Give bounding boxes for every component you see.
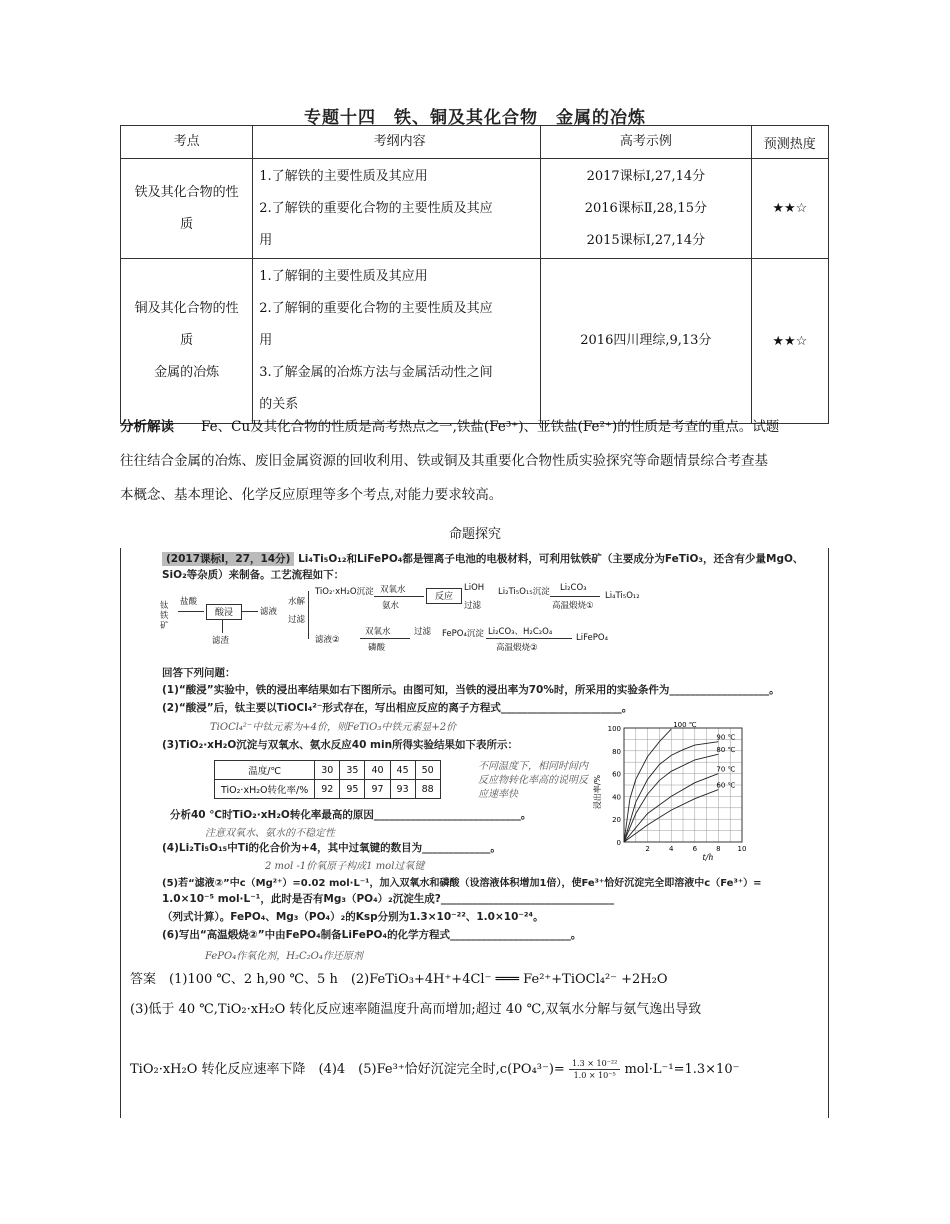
q-text: 1.0×10⁻⁵ mol·L⁻¹，此时是否有Mg₃（PO₄）₂沉淀生成? [162, 893, 441, 905]
example-line: 2016课标Ⅱ,28,15分 [584, 200, 707, 216]
content-cell [253, 159, 541, 259]
y-tick-label: 100 [607, 725, 621, 733]
handwritten-note: 2 mol -1价氧原子构成1 mol过氧键 [265, 861, 425, 872]
analysis-label: 分析解读 [120, 419, 174, 435]
content-line: 1.了解铁的主要性质及其应用 [259, 168, 428, 184]
topic-line: 质 [180, 216, 194, 232]
question-3b: 分析40 ℃时TiO₂·xH₂O转化率最高的原因____________________________。 [170, 809, 532, 821]
temperature-table [214, 760, 441, 799]
topic-cell [121, 159, 253, 259]
example-line: 2016四川理综,9,13分 [580, 333, 712, 348]
topic-line: 金属的冶炼 [154, 365, 220, 380]
flow-arrow [178, 611, 204, 612]
flow-raw: 钛铁矿 [160, 601, 169, 631]
analysis-line: Fe、Cu及其化合物的性质是高考热点之一,铁盐(Fe³⁺)、亚铁盐(Fe²⁺)的性质是考查的重点。试题 [201, 419, 780, 435]
answer-line-3 [130, 1058, 739, 1081]
syllabus-table [120, 125, 829, 424]
flow-h3po4: 磷酸 [368, 643, 386, 653]
series-label: 90 ℃ [716, 733, 736, 742]
series-label: 60 ℃ [716, 781, 736, 790]
y-tick-label: 80 [612, 747, 621, 756]
q-text: (1)“酸浸”实验中，铁的浸出率结果如右下图所示。由图可知，当铁的浸出率为70%时，所采用的实验条件为 [162, 684, 670, 696]
x-tick-label: 6 [692, 845, 698, 853]
topic-cell [121, 259, 253, 424]
handwritten-note: FePO₄作氧化剂，H₂C₂O₄作还原剂 [205, 951, 363, 962]
q-text: (6)写出“高温煅烧②”中由FePO₄制备LiFePO₄的化学方程式 [162, 929, 451, 941]
table-row [121, 259, 829, 424]
question-5c: （列式计算）。FePO₄、Mg₃（PO₄）₂的Ksp分别为1.3×10⁻²²、1.0×10⁻²⁴。 [162, 911, 544, 923]
table-cell: 93 [390, 780, 415, 799]
flow-reagent: Li₂CO₃、H₂C₂O₄ [488, 627, 553, 637]
topic-line: 铜及其化合物的性 [134, 301, 239, 316]
flow-arrow [242, 611, 258, 612]
header-cell: 考点 [121, 126, 253, 159]
table-cell: 35 [340, 761, 365, 780]
source-tag: (2017课标Ⅰ，27，14分) [162, 552, 294, 566]
question-2: (2)“酸浸”后，钛主要以TiOCl₄²⁻形式存在，写出相应反应的离子方程式_______________________。 [162, 702, 633, 714]
analysis-line: 本概念、基本理论、化学反应原理等多个考点,对能力要求较高。 [120, 487, 503, 503]
question-6: (6)写出“高温煅烧②”中由FePO₄制备LiFePO₄的化学方程式_______________________。 [162, 929, 582, 941]
table-label: 温度/℃ [215, 761, 315, 780]
flow-filtrate2: 滤液② [315, 635, 340, 645]
topic-line: 质 [180, 333, 194, 348]
y-tick-label: 40 [612, 793, 621, 802]
flow-arrow [486, 638, 572, 639]
handwritten-note: TiOCl₄²⁻中钛元素为+4价，则FeTiO₃中铁元素显+2价 [210, 722, 457, 733]
fraction-denominator: 1.0 × 10⁻⁵ [573, 1071, 616, 1080]
table-header-row [121, 126, 829, 159]
problem-intro-2: SiO₂等杂质）来制备。工艺流程如下： [162, 569, 345, 581]
series-label: 70 ℃ [716, 765, 736, 774]
flow-arrow [374, 596, 424, 597]
flow-filter: 过滤 [414, 627, 432, 637]
process-flow-diagram [160, 585, 800, 660]
flow-li2ti: Li₂Ti₅O₁₅沉淀 [498, 587, 550, 597]
table-row [121, 159, 829, 259]
x-tick-label: 2 [645, 845, 650, 853]
table-cell: 40 [365, 761, 390, 780]
q-text: (2)“酸浸”后，钛主要以TiOCl₄²⁻形式存在，写出相应反应的离子方程式 [162, 702, 501, 714]
y-tick-label: 20 [612, 816, 621, 825]
series-label: 100 ℃ [673, 722, 697, 730]
handwritten-note: 不同温度下，相同时间内反应物转化率高的说明反应速率快 [478, 761, 588, 800]
y-tick-label: 0 [616, 839, 621, 847]
x-axis-label: t/h [702, 853, 714, 862]
table-cell: 88 [415, 780, 440, 799]
topic-line: 铁及其化合物的性 [134, 184, 239, 200]
flow-filter: 过滤 [464, 601, 482, 611]
header-cell: 考纲内容 [253, 126, 541, 159]
question-5: (5)若“滤液②”中c（Mg²⁺）=0.02 mol·L⁻¹，加入双氧水和磷酸（设溶液体积增加1倍），使Fe³⁺恰好沉淀完全即溶液中c（Fe³⁺）= [162, 878, 762, 889]
flow-calc2: 高温煅烧② [496, 643, 538, 653]
content-line: 用 [259, 333, 273, 348]
table-cell: 50 [415, 761, 440, 780]
x-tick-label: 4 [668, 845, 674, 853]
content-line: 用 [259, 232, 273, 248]
table-label: TiO₂·xH₂O转化率/% [215, 780, 315, 799]
flow-prod2: LiFePO₄ [576, 633, 608, 643]
question-3: (3)TiO₂·xH₂O沉淀与双氧水、氨水反应40 min所得实验结果如下表所示： [162, 739, 519, 751]
flow-leach-box: 酸浸 [206, 604, 242, 620]
content-cell [253, 259, 541, 424]
analysis-paragraph [120, 410, 830, 512]
flow-lioh: LiOH [464, 583, 485, 593]
answer-text: TiO₂·xH₂O 转化反应速率下降 (4)4 (5)Fe³⁺恰好沉淀完全时,c(PO₄³⁻)= [130, 1062, 565, 1077]
ask-line: 回答下列问题： [162, 667, 236, 679]
flow-h2o2: 双氧水 [380, 585, 406, 595]
question-1: (1)“酸浸”实验中，铁的浸出率结果如右下图所示。由图可知，当铁的浸出率为70%时，所采用的实验条件为___________________。 [162, 684, 780, 696]
table-cell: 95 [340, 780, 365, 799]
handwritten-note: 注意双氧水、氨水的不稳定性 [205, 828, 335, 839]
y-axis-label: 浸出率/% [593, 774, 602, 810]
flow-acid: 盐酸 [180, 597, 198, 607]
flow-arrow [222, 619, 223, 633]
heat-rating: ★★☆ [751, 159, 828, 259]
flow-arrow [360, 638, 410, 639]
series-label: 80 ℃ [716, 746, 736, 755]
flow-hydrolysis: 水解 [288, 597, 306, 607]
flow-filtrate: 滤液 [260, 607, 278, 617]
analysis-line: 往往结合金属的冶炼、废旧金属资源的回收利用、铁或铜及其重要化合物性质实验探究等命题情景综合考查基 [120, 453, 768, 469]
example-line: 2015课标Ⅰ,27,14分 [586, 232, 706, 248]
examples-cell [541, 159, 752, 259]
flow-residue: 滤渣 [212, 636, 230, 646]
intro-text: Li₄Ti₅O₁₂和LiFePO₄都是锂离子电池的电极材料，可利用钛铁矿（主要成分为FeTiO₃，还含有少量MgO、 [298, 553, 804, 565]
table-cell: 97 [365, 780, 390, 799]
table-cell: 92 [315, 780, 340, 799]
question-5b: 1.0×10⁻⁵ mol·L⁻¹，此时是否有Mg₃（PO₄）₂沉淀生成?_________________________________ [162, 893, 615, 905]
section-label: 命题探究 [448, 527, 501, 542]
flow-h2o2: 双氧水 [365, 627, 391, 637]
flow-calc1: 高温煅烧① [552, 601, 594, 611]
flow-branch [308, 591, 309, 639]
flow-prod1: Li₄Ti₅O₁₂ [605, 591, 640, 601]
examples-cell [541, 259, 752, 424]
flow-nh3: 氨水 [382, 601, 400, 611]
problem-intro [162, 551, 803, 566]
flow-li2co3: Li₂CO₃ [560, 583, 587, 593]
frame-border [120, 548, 121, 1118]
flow-fepo4: FePO₄沉淀 [442, 629, 484, 639]
flow-filter: 过滤 [288, 615, 306, 625]
content-line: 3.了解金属的冶炼方法与金属活动性之间 [259, 365, 493, 380]
answer-line-1 [130, 968, 668, 987]
content-line: 2.了解铜的重要化合物的主要性质及其应 [259, 301, 493, 316]
x-tick-label: 8 [716, 845, 721, 853]
heat-rating: ★★☆ [751, 259, 828, 424]
page-title: 专题十四 铁、铜及其化合物 金属的冶炼 [304, 108, 646, 128]
flow-arrow [550, 596, 600, 597]
q-text: (4)Li₂Ti₅O₁₅中Ti的化合价为+4，其中过氧键的数目为 [162, 842, 423, 854]
fraction-numerator: 1.3 × 10⁻²² [569, 1058, 620, 1070]
flow-react-box: 反应 [426, 588, 462, 604]
q-text: 分析40 ℃时TiO₂·xH₂O转化率最高的原因 [170, 809, 374, 821]
frame-border [828, 548, 829, 1118]
content-line: 的关系 [259, 397, 299, 412]
table-cell: 45 [390, 761, 415, 780]
example-line: 2017课标Ⅰ,27,14分 [586, 168, 706, 184]
y-tick-label: 60 [612, 770, 621, 779]
answer-label: 答案 [130, 972, 157, 987]
answer-text: (1)100 ℃、2 h,90 ℃、5 h (2)FeTiO₃+4H⁺+4Cl⁻ ═══ Fe²⁺+TiOCl₄²⁻ +2H₂O [169, 972, 668, 987]
question-4: (4)Li₂Ti₅O₁₅中Ti的化合价为+4，其中过氧键的数目为_____________。 [162, 842, 501, 854]
header-cell: 预测热度 [751, 126, 828, 159]
answer-text: mol·L⁻¹=1.3×10⁻ [624, 1062, 740, 1077]
leaching-rate-chart [590, 722, 760, 862]
content-line: 2.了解铁的重要化合物的主要性质及其应 [259, 200, 493, 216]
x-tick-label: 10 [737, 845, 747, 853]
content-line: 1.了解铜的主要性质及其应用 [259, 269, 428, 284]
answer-fraction [569, 1058, 620, 1081]
header-cell: 高考示例 [541, 126, 752, 159]
flow-ppt1: TiO₂·xH₂O沉淀 [315, 587, 374, 597]
table-cell: 30 [315, 761, 340, 780]
answer-line-2: (3)低于 40 ℃,TiO₂·xH₂O 转化反应速率随温度升高而增加;超过 40 ℃,双氧水分解与氨气逸出导致 [130, 1002, 702, 1017]
